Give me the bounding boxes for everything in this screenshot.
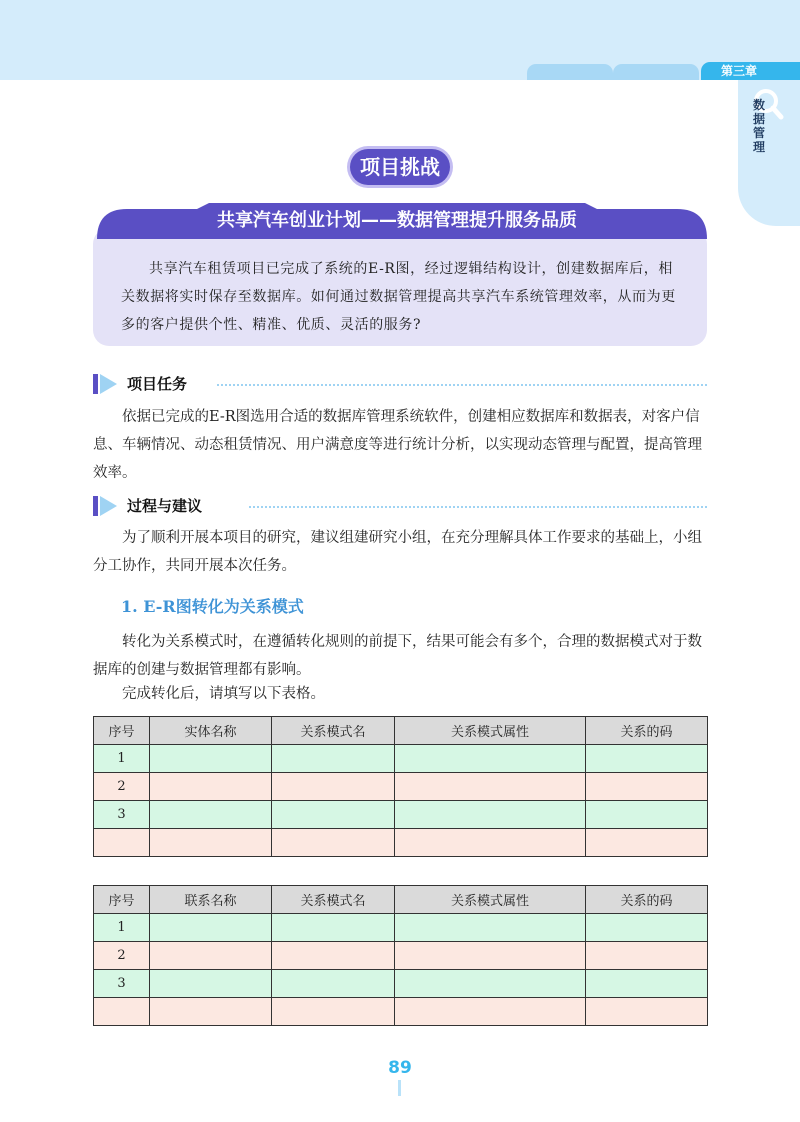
schema-name-cell[interactable] — [272, 773, 395, 801]
relation-key-cell[interactable] — [586, 801, 708, 829]
relationship-name-cell[interactable] — [150, 998, 272, 1026]
process-heading: 过程与建议 — [127, 497, 203, 515]
table-row — [94, 745, 708, 773]
entity-name-cell[interactable] — [150, 773, 272, 801]
process-text: 为了顺利开展本项目的研究，建议组建研究小组，在充分理解具体工作要求的基础上，小组分工协作，共同开展本次任务。 — [93, 530, 702, 574]
column-header: 实体名称 — [150, 717, 272, 745]
play-marker-icon — [93, 372, 119, 396]
table-row — [94, 998, 708, 1026]
play-marker-icon — [93, 494, 119, 518]
schema-name-cell[interactable] — [272, 914, 395, 942]
page-number: 89 — [388, 1058, 412, 1078]
row-number: 1 — [94, 745, 150, 773]
entity-table — [93, 716, 708, 857]
relationship-name-cell[interactable] — [150, 942, 272, 970]
header-tab-decor — [613, 64, 699, 80]
row-number — [94, 829, 150, 857]
project-title: 共享汽车创业计划——数据管理提升服务品质 — [217, 210, 577, 231]
tasks-heading: 项目任务 — [127, 375, 188, 393]
challenge-badge: 项目挑战 — [350, 149, 450, 185]
section-heading-process — [93, 494, 707, 518]
schema-name-cell[interactable] — [272, 829, 395, 857]
column-header: 联系名称 — [150, 886, 272, 914]
row-number: 1 — [94, 914, 150, 942]
relation-key-cell[interactable] — [586, 745, 708, 773]
schema-name-cell[interactable] — [272, 745, 395, 773]
relation-key-cell[interactable] — [586, 773, 708, 801]
column-header: 关系模式属性 — [395, 886, 586, 914]
table-header-row — [94, 886, 708, 914]
table-row — [94, 942, 708, 970]
schema-attributes-cell[interactable] — [395, 914, 586, 942]
relation-key-cell[interactable] — [586, 942, 708, 970]
table-row — [94, 914, 708, 942]
relation-key-cell[interactable] — [586, 914, 708, 942]
schema-name-cell[interactable] — [272, 998, 395, 1026]
relation-key-cell[interactable] — [586, 970, 708, 998]
schema-name-cell[interactable] — [272, 942, 395, 970]
schema-attributes-cell[interactable] — [395, 801, 586, 829]
relation-key-cell[interactable] — [586, 829, 708, 857]
row-number: 3 — [94, 801, 150, 829]
column-header: 关系模式名 — [272, 717, 395, 745]
row-number: 2 — [94, 942, 150, 970]
schema-attributes-cell[interactable] — [395, 745, 586, 773]
header-tab-decor — [527, 64, 613, 80]
table-row — [94, 970, 708, 998]
column-header: 序号 — [94, 717, 150, 745]
table-row — [94, 829, 708, 857]
section1-heading: 1. E-R图转化为关系模式 — [121, 597, 304, 616]
relation-key-cell[interactable] — [586, 998, 708, 1026]
table-header-row — [94, 717, 708, 745]
page-number-line — [398, 1080, 401, 1096]
entity-name-cell[interactable] — [150, 829, 272, 857]
entity-name-cell[interactable] — [150, 801, 272, 829]
tasks-text: 依据已完成的E-R图选用合适的数据库管理系统软件，创建相应数据库和数据表，对客户信息、车辆情况、动态租赁情况、用户满意度等进行统计分析，以实现动态管理与配置，提高管理效率。 — [93, 409, 702, 481]
schema-name-cell[interactable] — [272, 801, 395, 829]
section1-instruction: 完成转化后，请填写以下表格。 — [122, 686, 325, 702]
schema-attributes-cell[interactable] — [395, 970, 586, 998]
column-header: 关系模式名 — [272, 886, 395, 914]
entity-name-cell[interactable] — [150, 745, 272, 773]
table-row — [94, 801, 708, 829]
schema-name-cell[interactable] — [272, 970, 395, 998]
column-header: 序号 — [94, 886, 150, 914]
relationship-name-cell[interactable] — [150, 914, 272, 942]
column-header: 关系模式属性 — [395, 717, 586, 745]
row-number: 2 — [94, 773, 150, 801]
row-number: 3 — [94, 970, 150, 998]
section1-paragraph: 转化为关系模式时，在遵循转化规则的前提下，结果可能会有多个，合理的数据模式对于数据库的创建与数据管理都有影响。 — [93, 634, 702, 678]
column-header: 关系的码 — [586, 886, 708, 914]
dotted-divider — [217, 384, 707, 386]
row-number — [94, 998, 150, 1026]
section-heading-tasks — [93, 372, 707, 396]
schema-attributes-cell[interactable] — [395, 998, 586, 1026]
schema-attributes-cell[interactable] — [395, 829, 586, 857]
relationship-name-cell[interactable] — [150, 970, 272, 998]
project-description: 共享汽车租赁项目已完成了系统的E-R图，经过逻辑结构设计，创建数据库后，相关数据将实时保存至数据库。如何通过数据管理提高共享汽车系统管理效率，从而为更多的客户提供个性、精准、优质、灵活的服务? — [121, 261, 676, 333]
table-row — [94, 773, 708, 801]
dotted-divider — [249, 506, 707, 508]
schema-attributes-cell[interactable] — [395, 942, 586, 970]
relationship-table — [93, 885, 708, 1026]
column-header: 关系的码 — [586, 717, 708, 745]
schema-attributes-cell[interactable] — [395, 773, 586, 801]
project-banner — [87, 203, 707, 239]
side-label: 数据管理 — [752, 98, 765, 154]
chapter-tab: 第三章 — [701, 62, 800, 80]
